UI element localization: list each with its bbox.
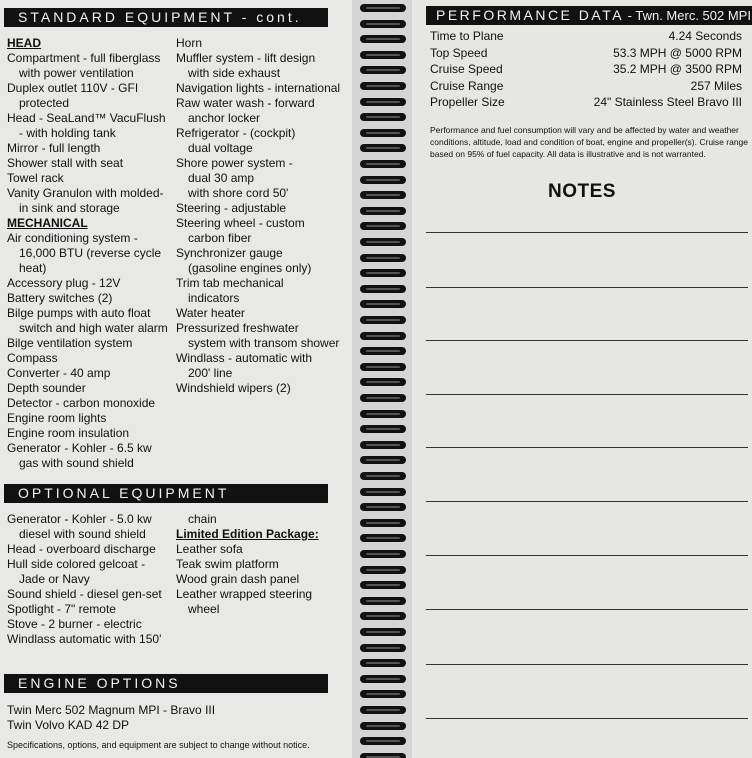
binding-ring	[360, 51, 406, 59]
binding-ring	[360, 316, 406, 324]
binding-ring	[360, 550, 406, 558]
equipment-item: Wood grain dash panel	[176, 572, 300, 586]
binding-ring	[360, 254, 406, 262]
binding-ring	[360, 519, 406, 527]
equipment-item: Air conditioning system -	[7, 231, 138, 245]
performance-label: Top Speed	[430, 45, 488, 60]
performance-label: Propeller Size	[430, 95, 505, 109]
binding-ring	[360, 628, 406, 636]
binding-ring	[360, 300, 406, 308]
performance-value: 4.24 Seconds	[668, 29, 742, 43]
equipment-item: Head - overboard discharge	[7, 542, 156, 556]
equipment-item: Jade or Navy	[19, 572, 90, 586]
equipment-item: Bilge pumps with auto float	[7, 306, 151, 320]
performance-table	[430, 28, 742, 111]
standard-equipment-column-right	[176, 36, 346, 396]
binding-ring	[360, 659, 406, 667]
binding-ring	[360, 113, 406, 121]
note-line	[426, 718, 748, 719]
binding-ring	[360, 144, 406, 152]
equipment-item: indicators	[188, 291, 240, 305]
performance-data-title: PERFORMANCE DATA	[436, 7, 625, 23]
binding-ring	[360, 35, 406, 43]
binding-ring	[360, 675, 406, 683]
engine-options-list	[7, 703, 337, 733]
binding-ring	[360, 488, 406, 496]
binding-ring	[360, 238, 406, 246]
section-subheading: MECHANICAL	[7, 216, 88, 230]
note-line	[426, 287, 748, 288]
binding-ring	[360, 503, 406, 511]
binding-ring	[360, 269, 406, 277]
equipment-item: carbon fiber	[188, 231, 252, 245]
equipment-item: Compartment - full fiberglass	[7, 51, 161, 65]
binding-ring	[360, 394, 406, 402]
equipment-item: Mirror - full length	[7, 141, 101, 155]
equipment-item: Leather wrapped steering	[176, 587, 313, 601]
note-line	[426, 340, 748, 341]
binding-ring	[360, 456, 406, 464]
equipment-item: Towel rack	[7, 171, 64, 185]
equipment-item: system with transom shower	[188, 336, 340, 350]
equipment-item: Horn	[176, 36, 203, 50]
performance-note: Performance and fuel consumption will vary and be affected by water and weather conditions, altitude, load and condition of boat, engine and propeller(s). Cruise range based on 95% of fuel capacity. All data is illustrative and is not warranted.	[430, 125, 749, 159]
binding-ring	[360, 347, 406, 355]
equipment-item: Teak swim platform	[176, 557, 279, 571]
performance-value: 24" Stainless Steel Bravo III	[593, 95, 742, 109]
equipment-item: dual voltage	[188, 141, 253, 155]
standard-equipment-heading: STANDARD EQUIPMENT - cont.	[4, 8, 328, 27]
equipment-item: wheel	[188, 602, 220, 616]
equipment-item: Engine room lights	[7, 411, 107, 425]
note-line	[426, 664, 748, 665]
note-line	[426, 394, 748, 395]
performance-value: 35.2 MPH @ 3500 RPM	[613, 62, 742, 76]
binding-ring	[360, 706, 406, 714]
binding-ring	[360, 566, 406, 574]
equipment-item: Steering wheel - custom	[176, 216, 305, 230]
engine-options-heading: ENGINE OPTIONS	[4, 674, 328, 693]
note-line	[426, 501, 748, 502]
equipment-item: with shore cord 50'	[188, 186, 289, 200]
equipment-item: 200' line	[188, 366, 233, 380]
binding-ring	[360, 581, 406, 589]
performance-row	[430, 28, 742, 45]
equipment-item: protected	[19, 96, 70, 110]
binding-ring	[360, 472, 406, 480]
performance-row	[430, 94, 742, 111]
section-subheading: HEAD	[7, 36, 42, 50]
binding-ring	[360, 129, 406, 137]
binding-ring	[360, 441, 406, 449]
binding-ring	[360, 207, 406, 215]
equipment-item: Windlass automatic with 150'	[7, 632, 162, 646]
equipment-item: Bilge ventilation system	[7, 336, 133, 350]
binding-ring	[360, 410, 406, 418]
binding-ring	[360, 66, 406, 74]
equipment-item: Shower stall with seat	[7, 156, 124, 170]
note-line	[426, 555, 748, 556]
binding-ring	[360, 332, 406, 340]
standard-equipment-column-left	[7, 36, 172, 471]
optional-equipment-heading: OPTIONAL EQUIPMENT	[4, 484, 328, 503]
equipment-item: Steering - adjustable	[176, 201, 287, 215]
equipment-item: Accessory plug - 12V	[7, 276, 121, 290]
binding-ring	[360, 597, 406, 605]
performance-row	[430, 61, 742, 78]
equipment-item: Stove - 2 burner - electric	[7, 617, 142, 631]
right-page	[412, 0, 752, 758]
performance-value: 257 Miles	[690, 78, 742, 93]
optional-equipment-column-left	[7, 512, 172, 647]
equipment-item: Refrigerator - (cockpit)	[176, 126, 296, 140]
spiral-binding	[352, 0, 412, 758]
binding-ring	[360, 160, 406, 168]
equipment-item: Windlass - automatic with	[176, 351, 313, 365]
equipment-item: Twin Volvo KAD 42 DP	[7, 718, 130, 732]
equipment-item: Depth sounder	[7, 381, 86, 395]
binding-ring	[360, 612, 406, 620]
equipment-item: Water heater	[176, 306, 245, 320]
binding-ring	[360, 737, 406, 745]
equipment-item: Raw water wash - forward	[176, 96, 315, 110]
equipment-item: Leather sofa	[176, 542, 243, 556]
equipment-item: Hull side colored gelcoat -	[7, 557, 146, 571]
performance-label: Cruise Speed	[430, 62, 503, 76]
performance-row	[430, 45, 742, 62]
equipment-item: Pressurized freshwater	[176, 321, 299, 335]
performance-label: Time to Plane	[430, 29, 504, 43]
binding-ring	[360, 753, 406, 758]
note-line	[426, 232, 748, 233]
binding-ring	[360, 534, 406, 542]
binding-ring	[360, 425, 406, 433]
equipment-item: heat)	[19, 261, 47, 275]
equipment-item: diesel with sound shield	[19, 527, 146, 541]
specifications-disclaimer: Specifications, options, and equipment are subject to change without notice.	[7, 740, 310, 750]
section-subheading: Limited Edition Package:	[176, 527, 319, 541]
binding-ring	[360, 363, 406, 371]
equipment-item: Sound shield - diesel gen-set	[7, 587, 162, 601]
performance-label: Cruise Range	[430, 78, 504, 93]
equipment-item: Generator - Kohler - 5.0 kw	[7, 512, 152, 526]
binding-ring	[360, 722, 406, 730]
equipment-item: Synchronizer gauge	[176, 246, 283, 260]
equipment-item: Battery switches (2)	[7, 291, 113, 305]
equipment-item: Generator - Kohler - 6.5 kw	[7, 441, 152, 455]
notes-title: NOTES	[548, 181, 616, 202]
equipment-item: Head - SeaLand™ VacuFlush	[7, 111, 166, 125]
performance-data-engine: - Twn. Merc. 502 MPI	[624, 8, 751, 23]
equipment-item: anchor locker	[188, 111, 261, 125]
binding-ring	[360, 82, 406, 90]
binding-ring	[360, 20, 406, 28]
left-page	[0, 0, 352, 758]
binding-ring	[360, 644, 406, 652]
equipment-item: chain	[188, 512, 217, 526]
equipment-item: Windshield wipers (2)	[176, 381, 291, 395]
equipment-item: (gasoline engines only)	[188, 261, 312, 275]
equipment-item: 16,000 BTU (reverse cycle	[19, 246, 162, 260]
optional-equipment-column-right	[176, 512, 346, 617]
equipment-item: in sink and storage	[19, 201, 120, 215]
equipment-item: with power ventilation	[19, 66, 134, 80]
equipment-item: switch and high water alarm	[19, 321, 168, 335]
binding-ring	[360, 4, 406, 12]
binding-ring	[360, 176, 406, 184]
equipment-item: Duplex outlet 110V - GFI	[7, 81, 139, 95]
equipment-item: Compass	[7, 351, 58, 365]
note-line	[426, 609, 748, 610]
binding-ring	[360, 191, 406, 199]
equipment-item: Twin Merc 502 Magnum MPI - Bravo III	[7, 703, 216, 717]
equipment-item: Shore power system -	[176, 156, 293, 170]
performance-row	[430, 78, 742, 95]
equipment-item: - with holding tank	[19, 126, 116, 140]
binding-ring	[360, 98, 406, 106]
binding-ring	[360, 690, 406, 698]
equipment-item: Engine room insulation	[7, 426, 130, 440]
equipment-item: Muffler system - lift design	[176, 51, 316, 65]
binding-ring	[360, 378, 406, 386]
equipment-item: Trim tab mechanical	[176, 276, 284, 290]
equipment-item: Detector - carbon monoxide	[7, 396, 156, 410]
note-line	[426, 447, 748, 448]
equipment-item: with side exhaust	[188, 66, 281, 80]
equipment-item: Vanity Granulon with molded-	[7, 186, 164, 200]
equipment-item: dual 30 amp	[188, 171, 255, 185]
performance-value: 53.3 MPH @ 5000 RPM	[613, 45, 742, 60]
equipment-item: Navigation lights - international	[176, 81, 341, 95]
performance-data-heading	[426, 6, 752, 25]
equipment-item: gas with sound shield	[19, 456, 134, 470]
equipment-item: Converter - 40 amp	[7, 366, 111, 380]
binding-ring	[360, 285, 406, 293]
binding-ring	[360, 222, 406, 230]
equipment-item: Spotlight - 7" remote	[7, 602, 116, 616]
